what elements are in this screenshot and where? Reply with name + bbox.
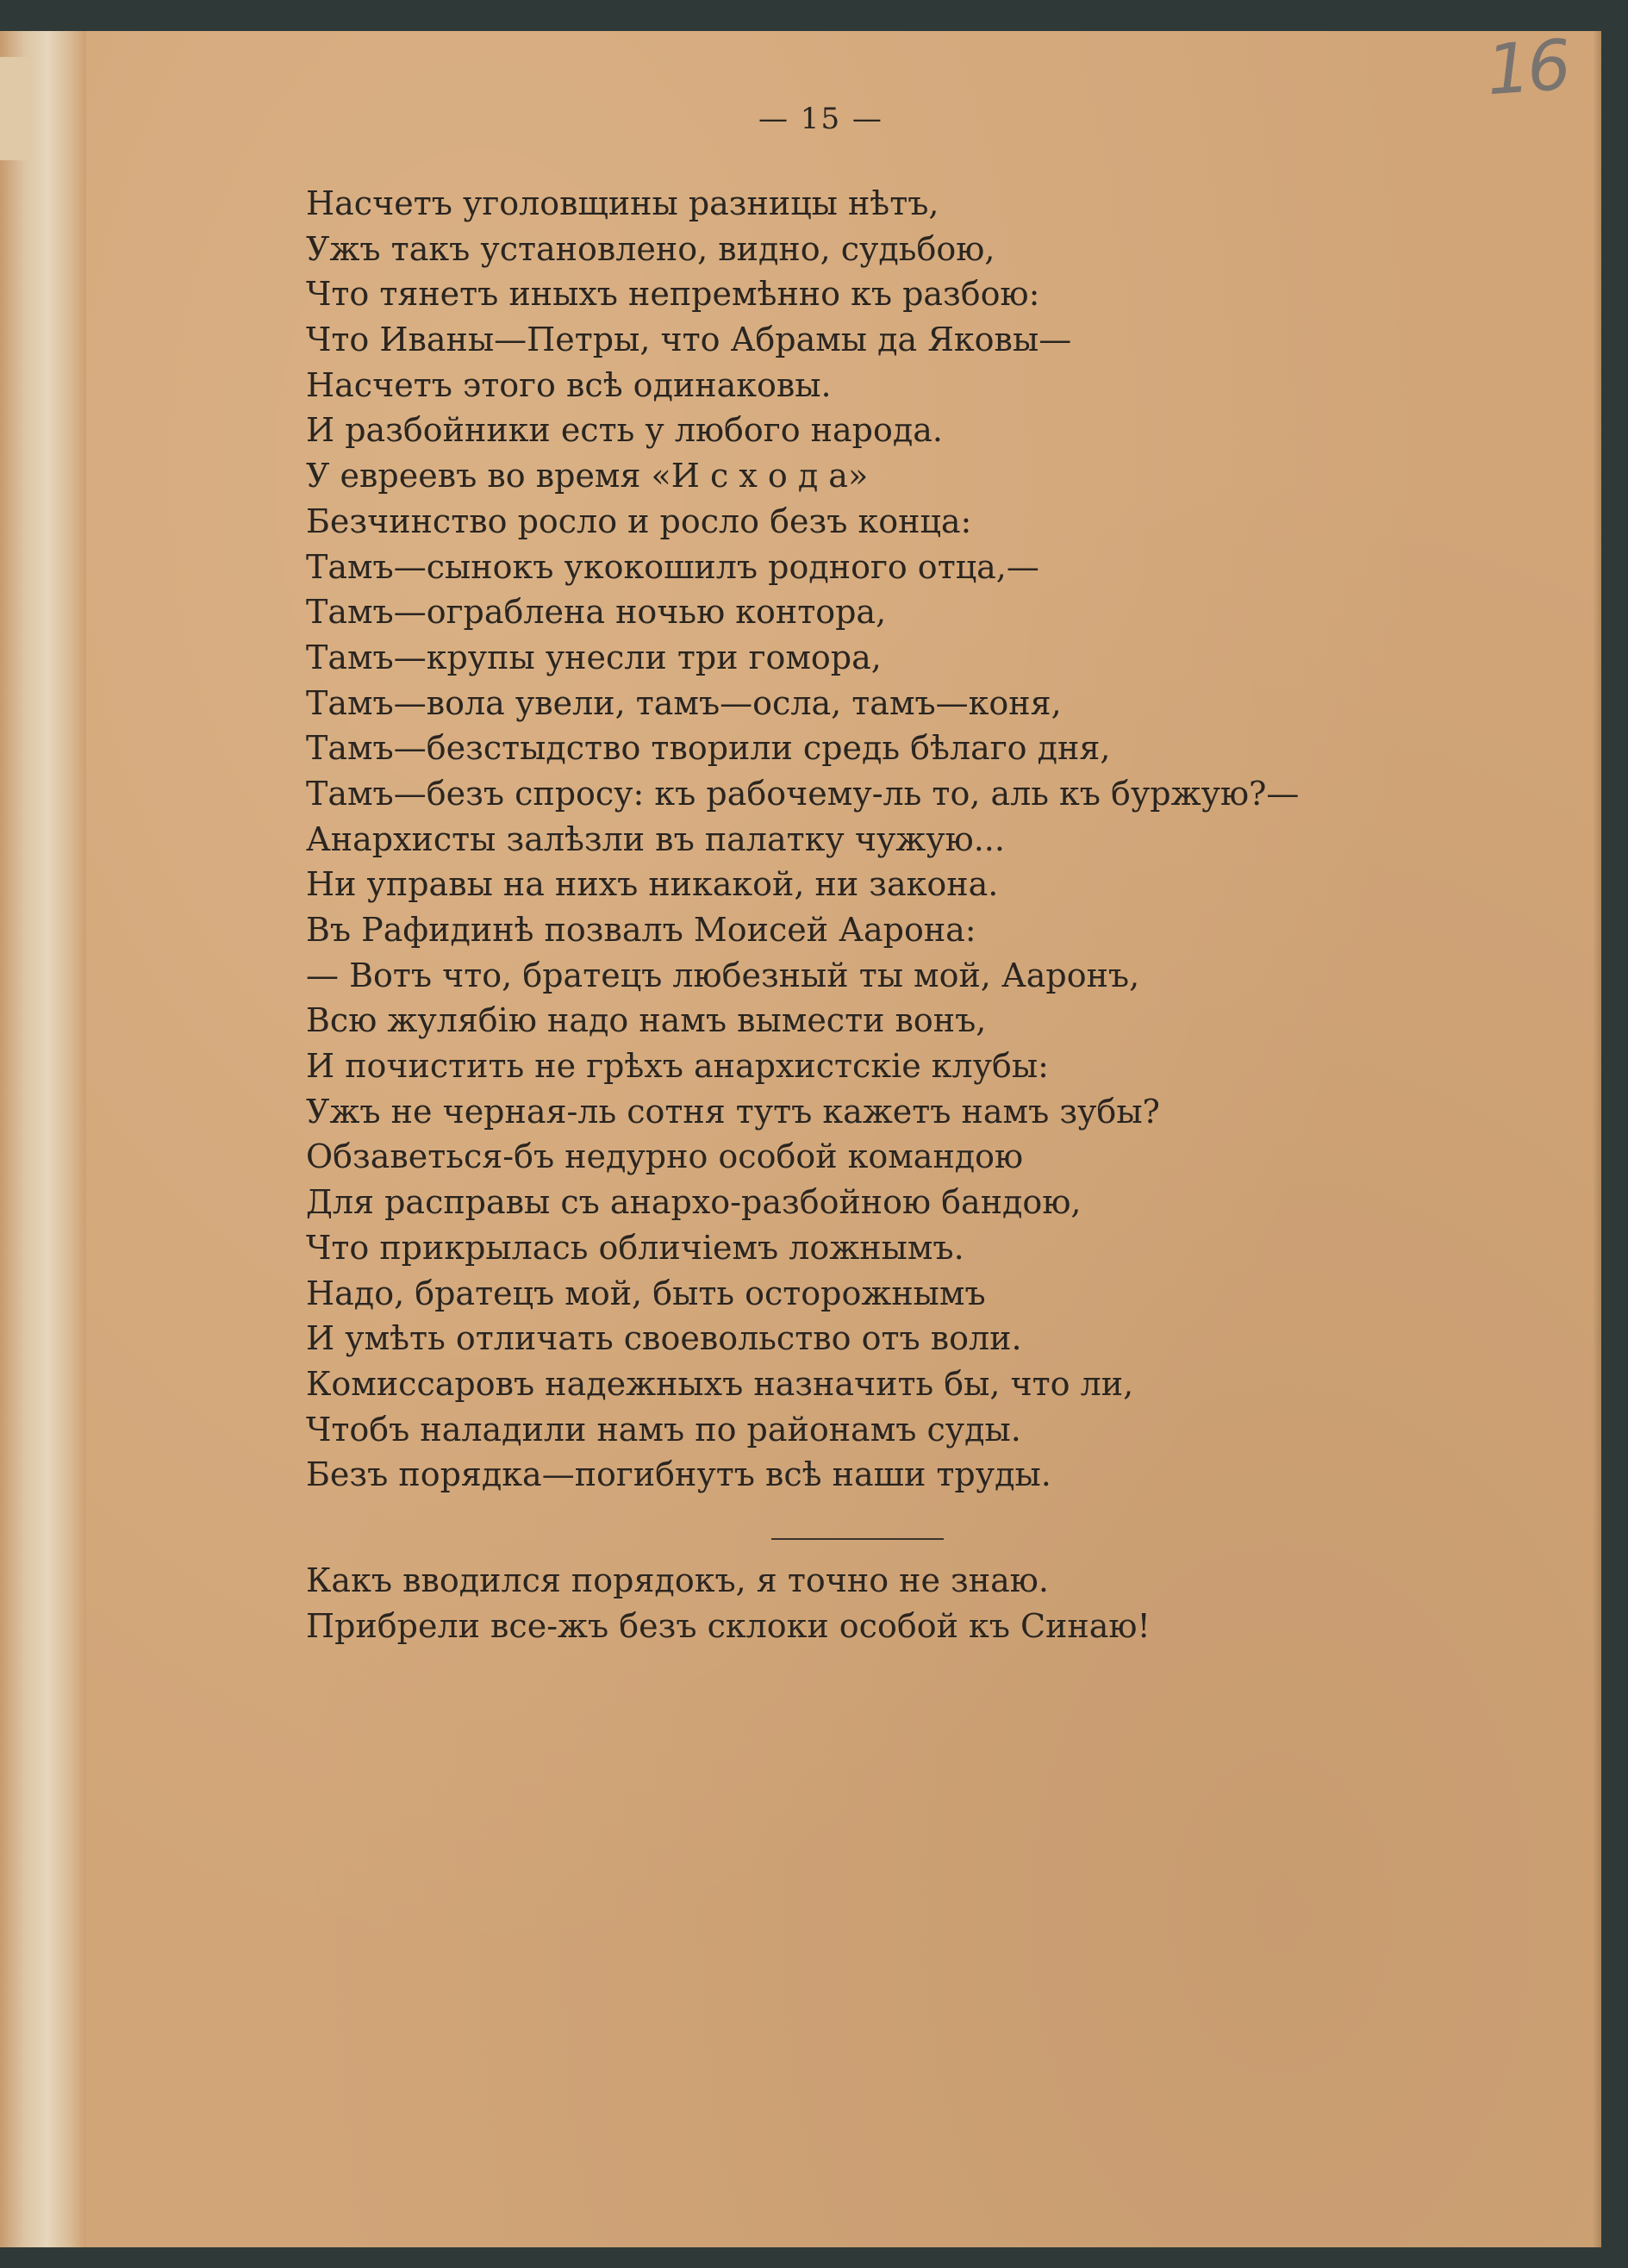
- verse-line: У евреевъ во время «И с х о д а»: [306, 457, 869, 495]
- section-divider: [771, 1538, 944, 1540]
- verse-line: Чтобъ наладили намъ по районамъ суды.: [306, 1410, 1021, 1449]
- verse-line: Тамъ—крупы унесли три гомора,: [306, 638, 882, 676]
- verse-line: И почистить не грѣхъ анархистскіе клубы:: [306, 1047, 1049, 1086]
- verse-line: Обзаветься-бъ недурно особой командою: [306, 1137, 1024, 1176]
- verse-line: Что Иваны—Петры, что Абрамы да Яковы—: [306, 321, 1072, 359]
- verse-line: И умѣть отличать своевольство отъ воли.: [306, 1319, 1022, 1358]
- verse-line: Ужъ такъ установлено, видно, судьбою,: [306, 229, 995, 268]
- verse-line: Что прикрылась обличіемъ ложнымъ.: [306, 1228, 964, 1267]
- verse-line: Всю жулябію надо намъ вымести вонъ,: [306, 1001, 987, 1040]
- verse-line: Тамъ—безъ спросу: къ рабочему-ль то, аль къ буржую?—: [306, 774, 1300, 813]
- verse-line: Тамъ—сынокъ укокошилъ родного отца,—: [306, 547, 1039, 586]
- verse-line: — Вотъ что, братецъ любезный ты мой, Ааронъ,: [306, 956, 1140, 994]
- verse-line: Что тянетъ иныхъ непремѣнно къ разбою:: [306, 275, 1040, 314]
- verse-line: Безчинство росло и росло безъ конца:: [306, 502, 972, 540]
- verse-line: Насчетъ уголовщины разницы нѣтъ,: [306, 184, 939, 222]
- verse-line: Въ Рафидинѣ позвалъ Моисей Аарона:: [306, 911, 976, 949]
- verse-line: Насчетъ этого всѣ одинаковы.: [306, 365, 832, 404]
- verse-line: Анархисты залѣзли въ палатку чужую...: [306, 819, 1005, 858]
- verse-line: Прибрели все-жъ безъ склоки особой къ Синаю!: [306, 1606, 1151, 1645]
- verse-line: Тамъ—вола увели, тамъ—осла, тамъ—коня,: [306, 683, 1062, 722]
- page-edge-shadow: [1593, 31, 1601, 2247]
- verse-line: Безъ порядка—погибнутъ всѣ наши труды.: [306, 1455, 1051, 1494]
- verse-line: Ни управы на нихъ никакой, ни закона.: [306, 865, 999, 904]
- verse-line: Тамъ—безстыдство творили средь бѣлаго дня,: [306, 729, 1111, 768]
- verse-line: Для расправы съ анархо-разбойною бандою,: [306, 1183, 1082, 1222]
- binding-tape: [0, 57, 29, 160]
- closing-verse: [306, 1558, 1530, 1648]
- handwritten-folio-number: 16: [1483, 24, 1570, 111]
- page-number: — 15 —: [758, 102, 883, 136]
- poem-verse: [306, 181, 1530, 1498]
- verse-line: Какъ вводился порядокъ, я точно не знаю.: [306, 1561, 1049, 1599]
- verse-line: Надо, братецъ мой, быть осторожнымъ: [306, 1274, 986, 1312]
- verse-line: И разбойники есть у любого народа.: [306, 411, 943, 450]
- verse-line: Ужъ не черная-ль сотня тутъ кажетъ намъ зубы?: [306, 1092, 1160, 1131]
- verse-line: Тамъ—ограблена ночью контора,: [306, 593, 887, 632]
- verse-line: Комиссаровъ надежныхъ назначить бы, что ли,: [306, 1364, 1134, 1403]
- binding-margin: [0, 31, 86, 2247]
